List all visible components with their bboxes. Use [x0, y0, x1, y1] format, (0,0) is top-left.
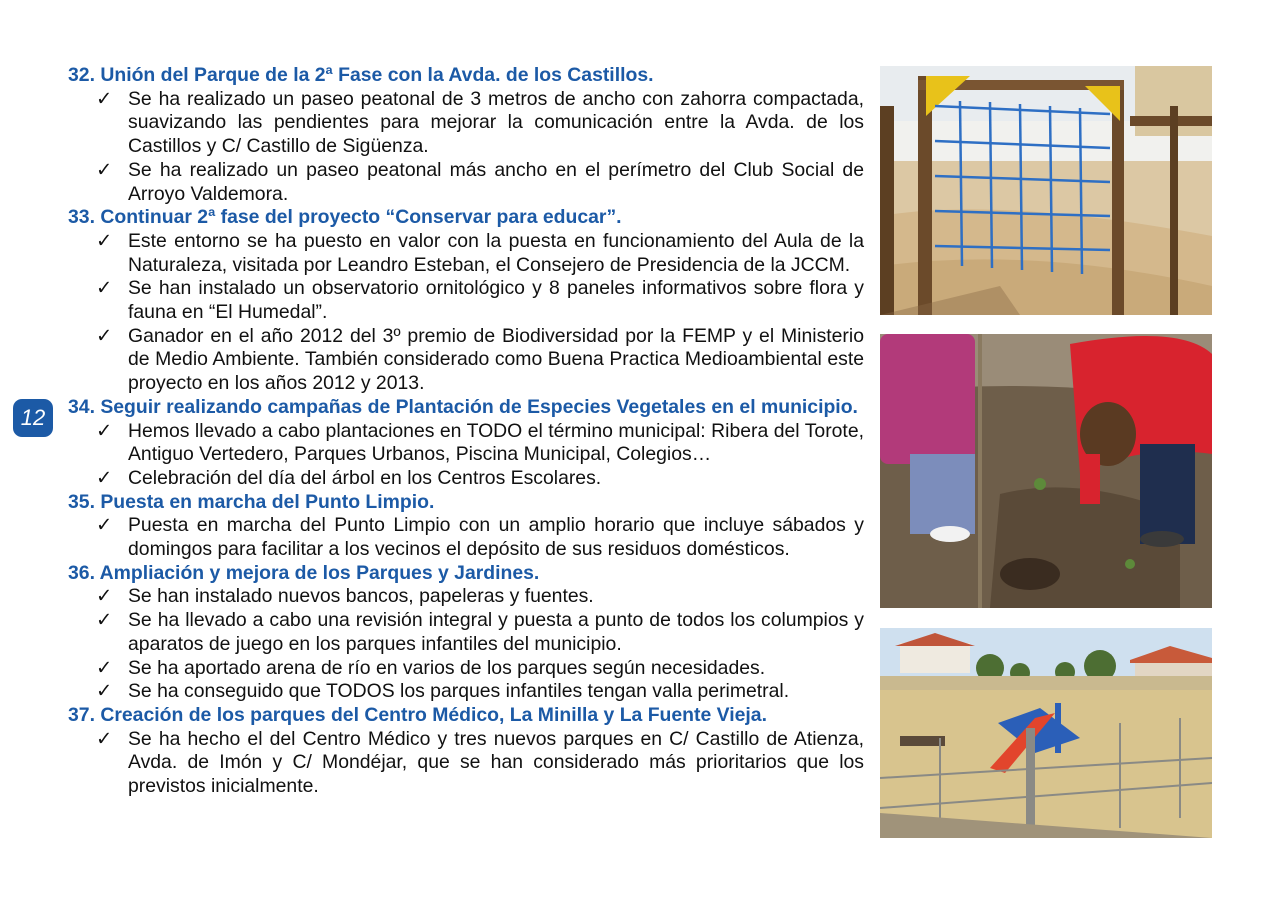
list-item	[68, 277, 864, 324]
check-icon: ✓	[96, 680, 113, 703]
list-item	[68, 159, 864, 206]
section-32	[68, 64, 864, 206]
list-item	[68, 609, 864, 656]
list-item-text: Se han instalado un observatorio ornitológico y 8 paneles informativos sobre flora y fauna en “El Humedal”.	[128, 277, 864, 324]
check-icon: ✓	[96, 87, 113, 110]
check-icon: ✓	[96, 609, 113, 632]
section-title: 34. Seguir realizando campañas de Plantación de Especies Vegetales en el municipio.	[68, 395, 858, 418]
check-icon: ✓	[96, 727, 113, 750]
section-title: 32. Unión del Parque de la 2ª Fase con la Avda. de los Castillos.	[68, 64, 654, 86]
section-36	[68, 562, 864, 704]
list-item	[68, 657, 864, 681]
check-icon: ✓	[96, 324, 113, 347]
list-item-text: Se ha conseguido que TODOS los parques infantiles tengan valla perimetral.	[128, 680, 790, 703]
section-title: 37. Creación de los parques del Centro Médico, La Minilla y La Fuente Vieja.	[68, 703, 767, 726]
section-title: 36. Ampliación y mejora de los Parques y Jardines.	[68, 561, 540, 584]
list-item-text: Se ha aportado arena de río en varios de los parques según necesidades.	[128, 656, 766, 679]
section-title: 35. Puesta en marcha del Punto Limpio.	[68, 490, 435, 513]
list-item	[68, 325, 864, 396]
page-number: 12	[20, 405, 46, 430]
check-icon: ✓	[96, 277, 113, 300]
section-35	[68, 491, 864, 562]
check-icon: ✓	[96, 514, 113, 537]
check-icon: ✓	[96, 229, 113, 252]
list-item	[68, 680, 864, 704]
list-item-text: Se ha realizado un paseo peatonal más ancho en el perímetro del Club Social de Arroyo Valdemora.	[128, 158, 864, 205]
check-icon: ✓	[96, 656, 113, 679]
list-item-text: Hemos llevado a cabo plantaciones en TODO el término municipal: Ribera del Torote, Antiguo Vertedero, Parques Urbanos, Piscina Municipal, Colegios…	[128, 419, 864, 466]
list-item	[68, 230, 864, 277]
list-item-text: Este entorno se ha puesto en valor con la puesta en funcionamiento del Aula de la Naturaleza, visitada por Leandro Esteban, el Consejero de Presidencia de la JCCM.	[128, 229, 864, 276]
list-item-text: Se han instalado nuevos bancos, papeleras y fuentes.	[128, 585, 594, 608]
list-item	[68, 728, 864, 799]
text-column	[68, 64, 864, 799]
section-33	[68, 206, 864, 396]
list-item	[68, 514, 864, 561]
list-item	[68, 420, 864, 467]
check-icon: ✓	[96, 419, 113, 442]
list-item-text: Se ha realizado un paseo peatonal de 3 metros de ancho con zahorra compactada, suavizando las pendientes para mejorar la comunicación entre la Avda. de los Castillos y C/ Castillo de Sigüenza.	[128, 87, 864, 158]
check-icon: ✓	[96, 158, 113, 181]
list-item-text: Se ha hecho el del Centro Médico y tres nuevos parques en C/ Castillo de Atienza, Avda. de Imón y C/ Mondéjar, que se han considerado más prioritarios que los previstos inicialmente.	[128, 727, 864, 798]
tree-planting-photo	[880, 334, 1212, 608]
check-icon: ✓	[96, 585, 113, 608]
page-number-badge	[13, 399, 53, 437]
playground-net-photo	[880, 66, 1212, 315]
list-item	[68, 88, 864, 159]
section-37	[68, 704, 864, 799]
section-title: 33. Continuar 2ª fase del proyecto “Conservar para educar”.	[68, 206, 622, 229]
list-item-text: Celebración del día del árbol en los Centros Escolares.	[128, 466, 602, 489]
check-icon: ✓	[96, 466, 113, 489]
list-item-text: Ganador en el año 2012 del 3º premio de Biodiversidad por la FEMP y el Ministerio de Medio Ambiente. También considerado como Buena Practica Medioambiental este proyecto en los años 2012 y 2013.	[128, 324, 864, 395]
list-item	[68, 585, 864, 609]
list-item-text: Puesta en marcha del Punto Limpio con un amplio horario que incluye sábados y domingos para facilitar a los vecinos el depósito de sus residuos domésticos.	[128, 514, 864, 561]
park-slide-photo	[880, 628, 1212, 838]
list-item-text: Se ha llevado a cabo una revisión integral y puesta a punto de todos los columpios y aparatos de juego en los parques infantiles del municipio.	[128, 609, 864, 655]
section-34	[68, 396, 864, 491]
list-item	[68, 467, 864, 491]
